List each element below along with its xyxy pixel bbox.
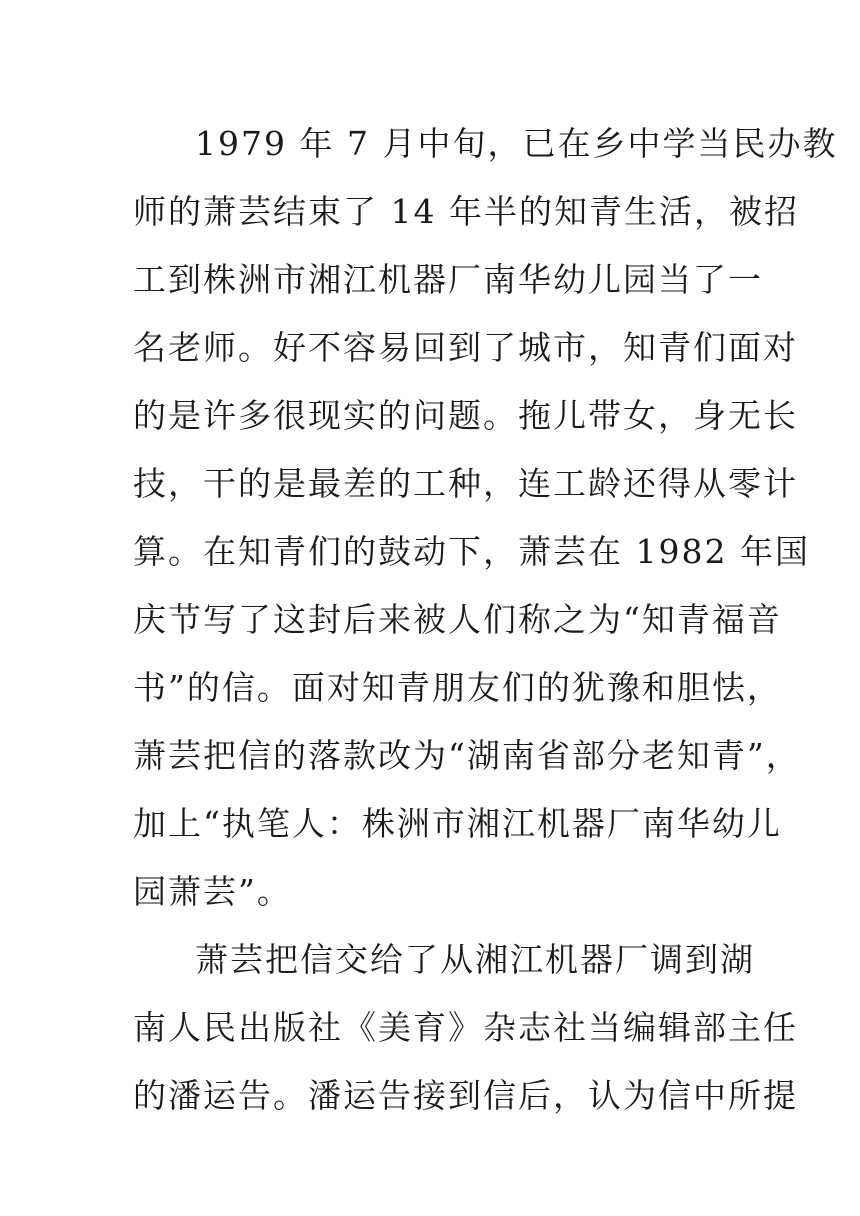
- text-line: 南人民出版社《美育》杂志社当编辑部主任: [133, 1008, 798, 1047]
- text-line: 技，干的是最差的工种，连工龄还得从零计: [133, 464, 798, 503]
- text-line: 庆节写了这封后来被人们称之为“知青福音: [133, 600, 782, 639]
- text-line: 算。在知青们的鼓动下，萧芸在 1982 年国: [133, 532, 810, 571]
- document-body: [133, 110, 838, 1130]
- text-line: 园萧芸”。: [133, 872, 292, 911]
- text-line: 书”的信。面对知青朋友们的犹豫和胆怯，: [133, 668, 782, 707]
- text-line: 的是许多很现实的问题。拖儿带女，身无长: [133, 396, 798, 435]
- paragraph-2: [133, 926, 798, 1130]
- text-line: 加上“执笔人：株洲市湘江机器厂南华幼儿: [133, 804, 782, 843]
- text-line: 的潘运告。潘运告接到信后，认为信中所提: [133, 1076, 798, 1115]
- text-line: 萧芸把信交给了从湘江机器厂调到湖: [195, 940, 755, 979]
- paragraph-1: [133, 110, 838, 926]
- text-line: 萧芸把信的落款改为“湖南省部分老知青”，: [133, 736, 801, 775]
- text-line: 名老师。好不容易回到了城市，知青们面对: [133, 328, 798, 367]
- text-line: 工到株洲市湘江机器厂南华幼儿园当了一: [133, 260, 763, 299]
- text-line: 师的萧芸结束了 14 年半的知青生活，被招: [133, 192, 799, 231]
- text-line: 1979 年 7 月中旬，已在乡中学当民办教: [195, 124, 838, 163]
